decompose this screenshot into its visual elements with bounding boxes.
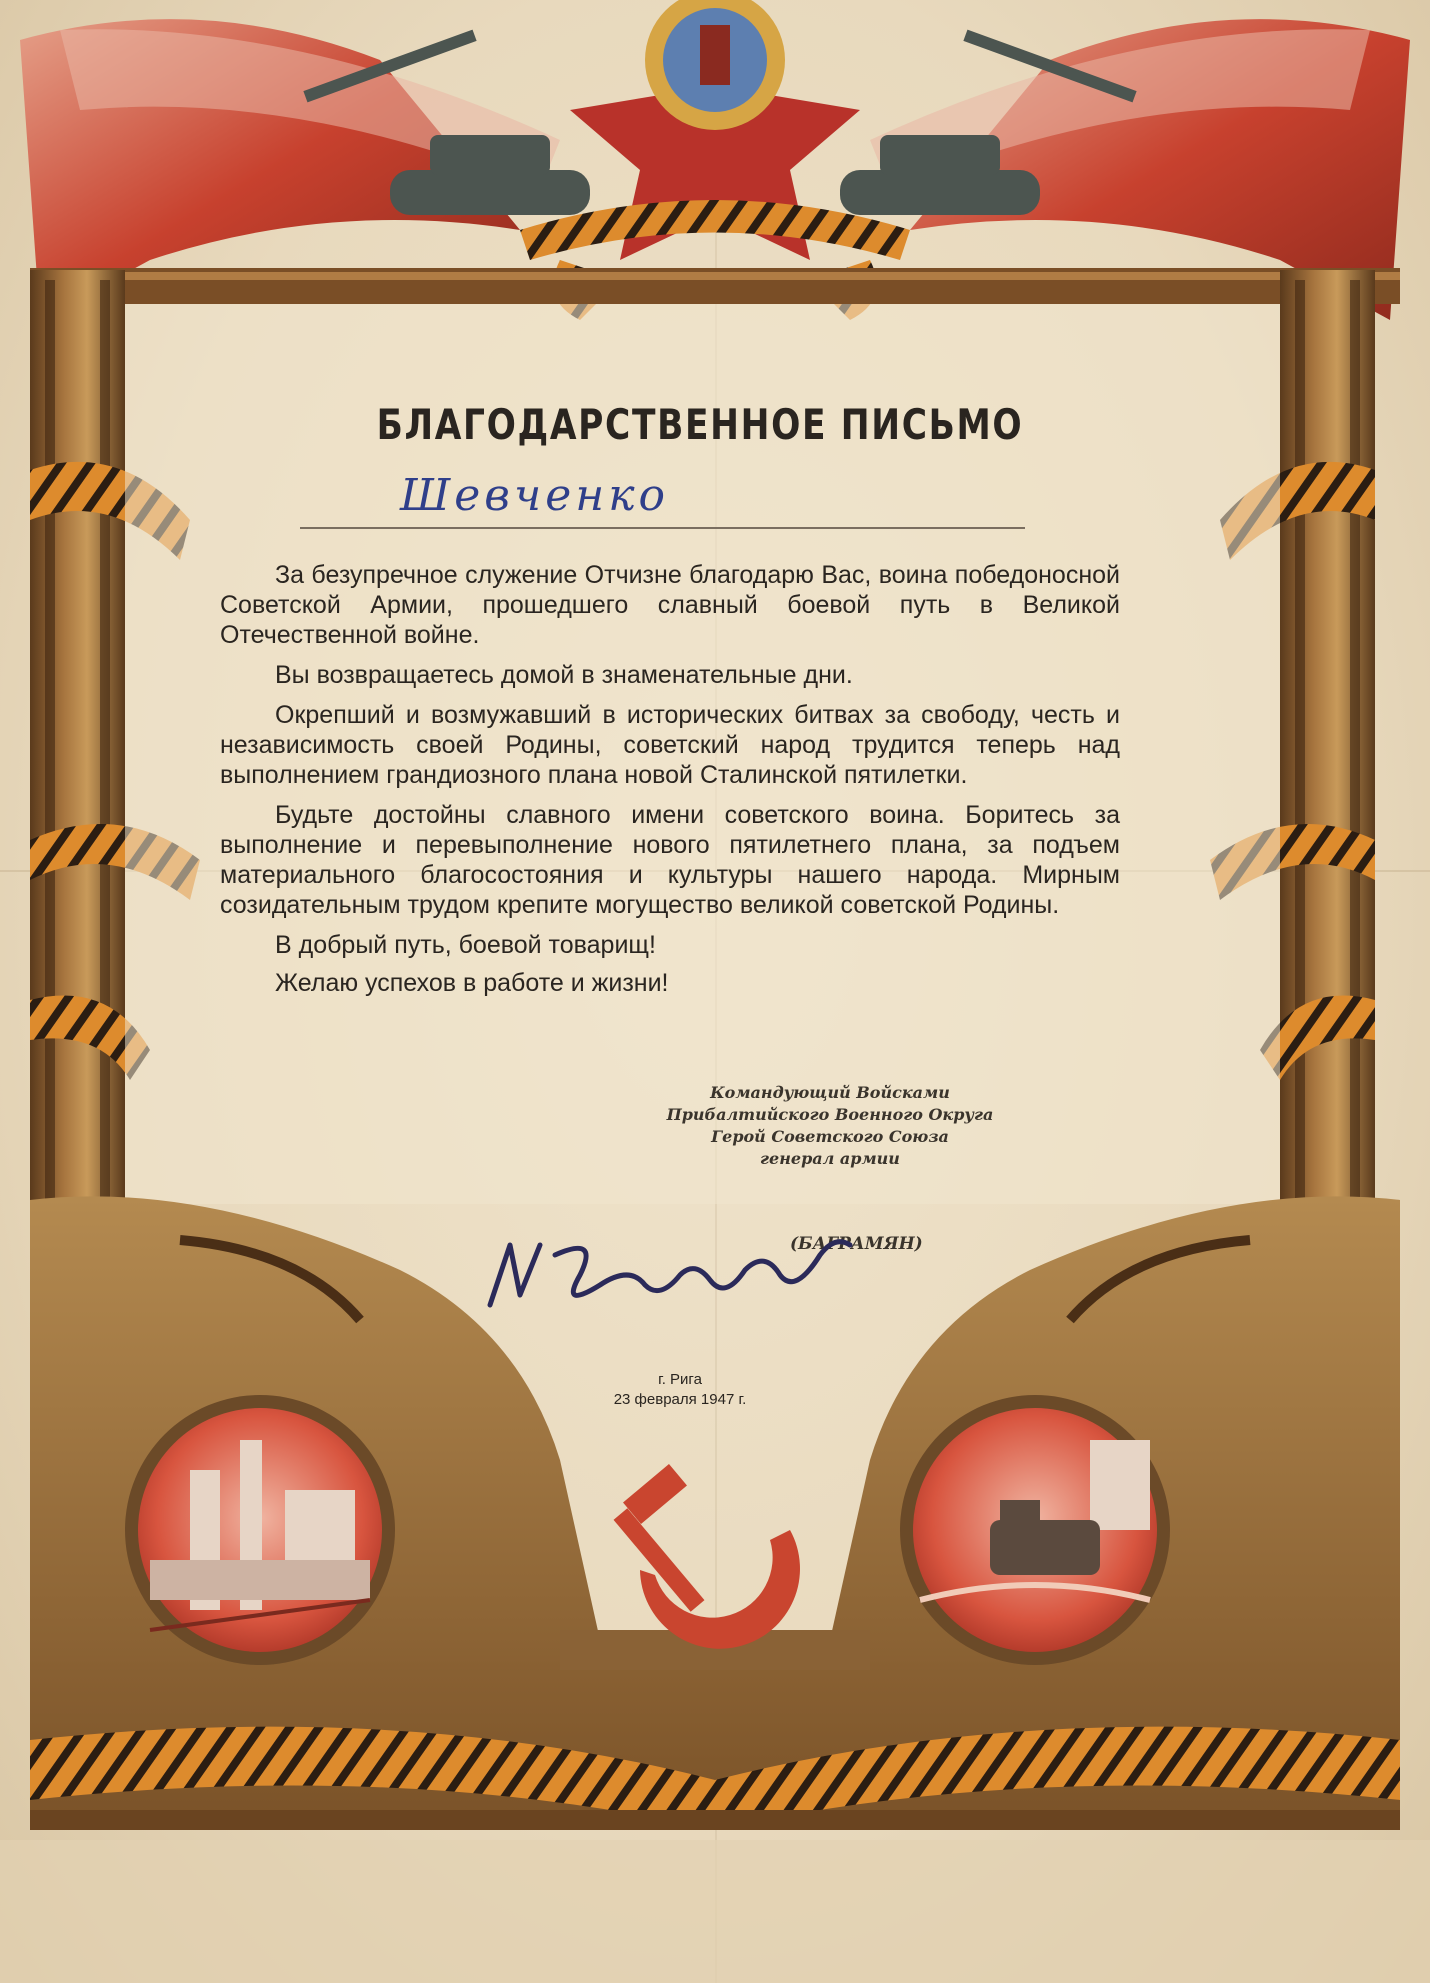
document-title: БЛАГОДАРСТВЕННОЕ ПИСЬМО	[376, 400, 1024, 449]
signatory-line: Герой Советского Союза	[711, 1127, 949, 1146]
signatory-line: Командующий Войсками	[710, 1083, 950, 1102]
handwritten-signature	[480, 1215, 860, 1335]
place-and-date	[530, 1370, 830, 1410]
paragraph: Вы возвращаетесь домой в знаменательные дни.	[275, 661, 853, 689]
hammer-sickle-icon	[560, 1464, 870, 1670]
paragraph: За безупречное служение Отчизне благодарю Вас, воина победоносной Советской Армии, прошедшего славный боевой путь в Великой Отечественной войне.	[220, 561, 1120, 649]
date: 23 февраля 1947 г.	[613, 1391, 747, 1408]
closing-line: Желаю успехов в работе и жизни!	[275, 969, 669, 997]
signatory-line: Прибалтийского Военного Округа	[666, 1105, 994, 1124]
signatory-title	[630, 1082, 1030, 1170]
closing-line: В добрый путь, боевой товарищ!	[275, 931, 656, 959]
place: г. Рига	[658, 1371, 702, 1388]
recipient-name-handwritten: Шевченко	[400, 470, 670, 521]
letter-text	[220, 560, 1120, 1006]
paragraph: Будьте достойны славного имени советского воина. Боритесь за выполнение и перевыполнение нового пятилетнего плана, за подъем материального благосостояния и культуры нашего народа. Мирным созидательным трудом крепите могущество великой советской Родины.	[220, 801, 1120, 919]
signatory-line: генерал армии	[760, 1149, 900, 1168]
paragraph: Окрепший и возмужавший в исторических битвах за свободу, честь и независимость своей Родины, советский народ трудится теперь над выполнением грандиозного плана новой Сталинской пятилетки.	[220, 701, 1120, 789]
factory-medallion	[125, 1395, 395, 1665]
letter-body	[200, 330, 1200, 1254]
tractor-medallion	[900, 1395, 1170, 1665]
signatory-name: (БАГРАМЯН)	[790, 1234, 923, 1254]
recipient-underline	[300, 527, 1025, 529]
